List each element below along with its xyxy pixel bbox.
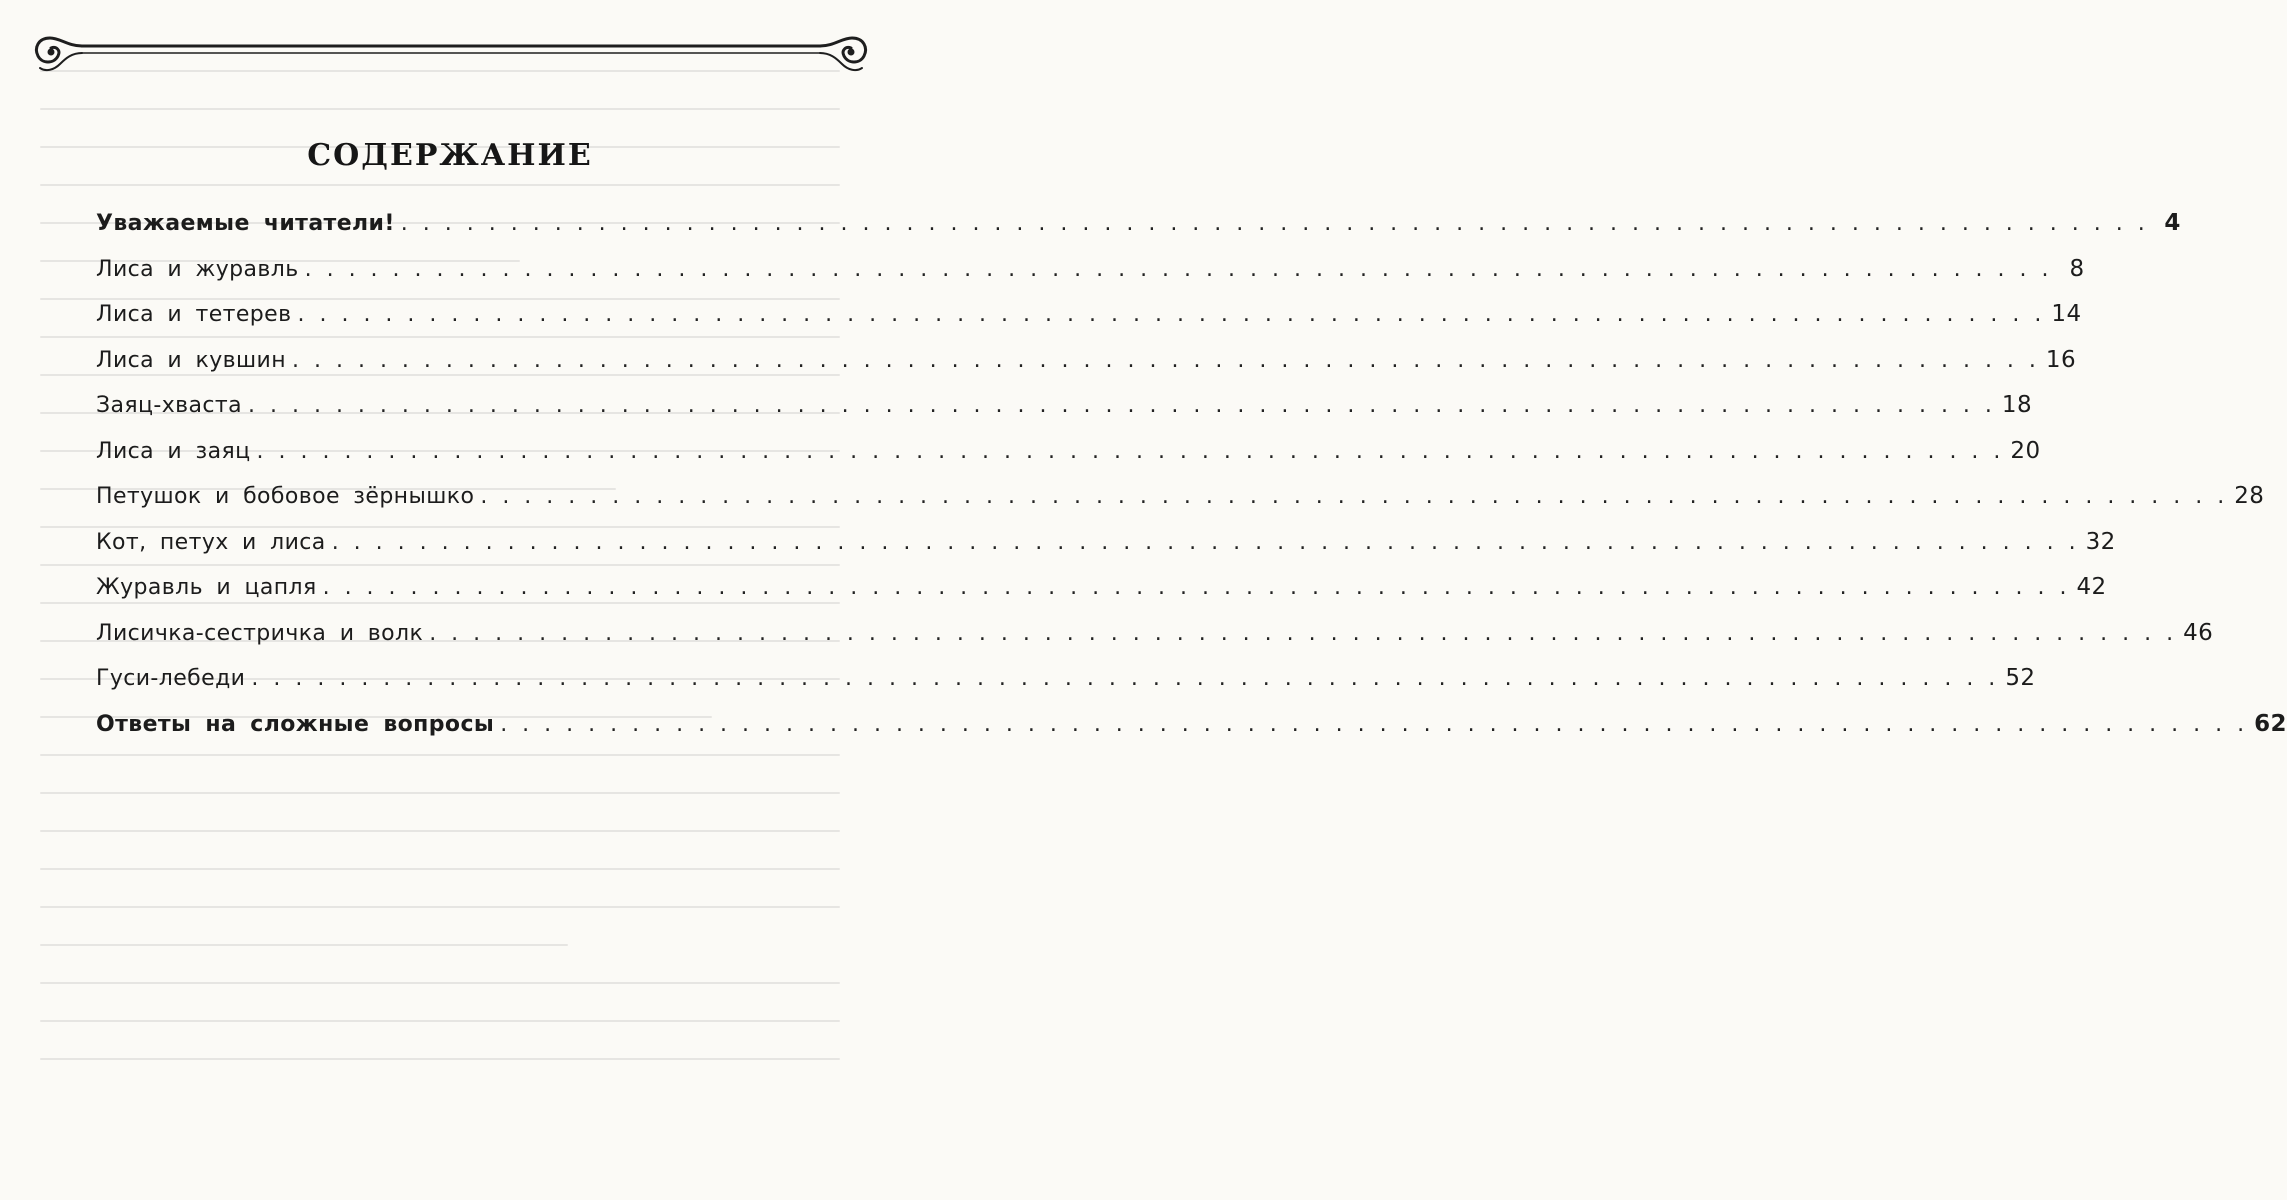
page-title: СОДЕРЖАНИЕ xyxy=(307,138,593,173)
toc-entry-page: 42 xyxy=(2076,574,2107,600)
toc-entry xyxy=(96,619,2214,666)
toc-leader-dots: . . . . . . . . . . . . . . . . . . . . . . . . . . . . . . . . . . . . . . . . . . . . . . . . . . . . . . . . . . . . . . . . . . . . . . . . . . . . . . . . xyxy=(292,347,2040,373)
toc-entry-title: Лиса и заяц xyxy=(96,438,251,464)
bleed-line xyxy=(40,1058,840,1060)
bleed-line xyxy=(40,184,840,186)
bleed-line xyxy=(40,1020,840,1022)
toc-leader-dots: . . . . . . . . . . . . . . . . . . . . . . . . . . . . . . . . . . . . . . . . . . . . . . . . . . . . . . . . . . . . . . . . . . . . . . . . . . . . . . . . xyxy=(256,438,2005,464)
toc-entry-page: 4 xyxy=(2164,210,2181,236)
toc-entry-title: Петушок и бобовое зёрнышко xyxy=(96,484,475,509)
toc-entry-title: Заяц-хваста xyxy=(96,393,242,418)
toc-entry xyxy=(96,528,2116,575)
toc-entry-page: 32 xyxy=(2085,528,2116,555)
toc-leader-dots: . . . . . . . . . . . . . . . . . . . . . . . . . . . . . . . . . . . . . . . . . . . . . . . . . . . . . . . . . . . . . . . . . . . . . . . . . . . . . . . . xyxy=(500,711,2249,737)
toc-entry-page: 46 xyxy=(2183,619,2214,646)
header-ornament xyxy=(20,26,882,86)
toc-entry xyxy=(96,210,2181,256)
toc-leader-dots: . . . . . . . . . . . . . . . . . . . . . . . . . . . . . . . . . . . . . . . . . . . . . . . . . . . . . . . . . . . . . . . . . . . . . . . . . . . . . . . . xyxy=(331,529,2080,555)
bleed-line xyxy=(40,982,840,984)
toc-entry-page: 28 xyxy=(2234,483,2265,509)
toc-entry-page: 52 xyxy=(2005,665,2036,691)
toc-leader-dots: . . . . . . . . . . . . . . . . . . . . . . . . . . . . . . . . . . . . . . . . . . . . . . . . . . . . . . . . . . . . . . . . . . . . . . . . . . . . . . . . xyxy=(429,620,2178,646)
bleed-line xyxy=(40,944,568,946)
bleed-line xyxy=(40,906,840,908)
toc-entry-title: Гуси-лебеди xyxy=(96,666,246,691)
toc-leader-dots: . . . . . . . . . . . . . . . . . . . . . . . . . . . . . . . . . . . . . . . . . . . . . . . . . . . . . . . . . . . . . . . . . . . . . . . . . . . . . . . . xyxy=(304,256,2053,282)
toc-leader-dots: . . . . . . . . . . . . . . . . . . . . . . . . . . . . . . . . . . . . . . . . . . . . . . . . . . . . . . . . . . . . . . . . . . . . . . . . . . . . . . . . xyxy=(480,484,2229,509)
toc-entry xyxy=(96,255,2085,302)
toc-entry xyxy=(96,301,2082,347)
toc-entry-title: Журавль и цапля xyxy=(96,575,317,600)
toc-entry xyxy=(96,574,2107,620)
toc-entry-title: Лиса и журавль xyxy=(96,256,299,282)
toc-entry xyxy=(96,483,2265,529)
toc-entry-page: 8 xyxy=(2069,255,2085,282)
bleed-line xyxy=(40,830,840,832)
toc-leader-dots: . . . . . . . . . . . . . . . . . . . . . . . . . . . . . . . . . . . . . . . . . . . . . . . . . . . . . . . . . . . . . . . . . . . . . . . . . . . . . . . . xyxy=(251,666,2000,691)
toc-entry xyxy=(96,665,2036,711)
toc-entry xyxy=(96,346,2076,393)
toc-entry xyxy=(96,710,2287,757)
toc-entry-page: 14 xyxy=(2051,301,2082,327)
bleed-line xyxy=(40,792,840,794)
bleed-line xyxy=(40,108,840,110)
toc-leader-dots: . . . . . . . . . . . . . . . . . . . . . . . . . . . . . . . . . . . . . . . . . . . . . . . . . . . . . . . . . . . . . . . . . . . . . . . . . . . . . . . . xyxy=(297,302,2046,327)
toc-leader-dots: . . . . . . . . . . . . . . . . . . . . . . . . . . . . . . . . . . . . . . . . . . . . . . . . . . . . . . . . . . . . . . . . . . . . . . . . . . . . . . . . xyxy=(322,575,2071,600)
toc-entry-page: 20 xyxy=(2010,437,2041,464)
toc-entry-page: 62 xyxy=(2254,710,2287,737)
toc-leader-dots: . . . . . . . . . . . . . . . . . . . . . . . . . . . . . . . . . . . . . . . . . . . . . . . . . . . . . . . . . . . . . . . . . . . . . . . . . . . . . . . . xyxy=(400,211,2149,236)
toc-entry-title: Лиса и кувшин xyxy=(96,347,286,373)
toc-entry-title: Ответы на сложные вопросы xyxy=(96,711,495,737)
toc-entry-page: 18 xyxy=(2001,392,2032,418)
toc-entry-title: Лисичка-сестричка и волк xyxy=(96,620,424,646)
bleed-line xyxy=(40,868,840,870)
toc-entry xyxy=(96,392,2032,438)
toc-entry-title: Уважаемые читатели! xyxy=(96,211,395,236)
table-of-contents xyxy=(96,210,2287,756)
toc-entry-title: Кот, петух и лиса xyxy=(96,529,326,555)
toc-entry xyxy=(96,437,2041,484)
toc-leader-dots: . . . . . . . . . . . . . . . . . . . . . . . . . . . . . . . . . . . . . . . . . . . . . . . . . . . . . . . . . . . . . . . . . . . . . . . . . . . . . . . . xyxy=(248,393,1996,418)
toc-entry-title: Лиса и тетерев xyxy=(96,302,292,327)
toc-entry-page: 16 xyxy=(2045,346,2076,373)
